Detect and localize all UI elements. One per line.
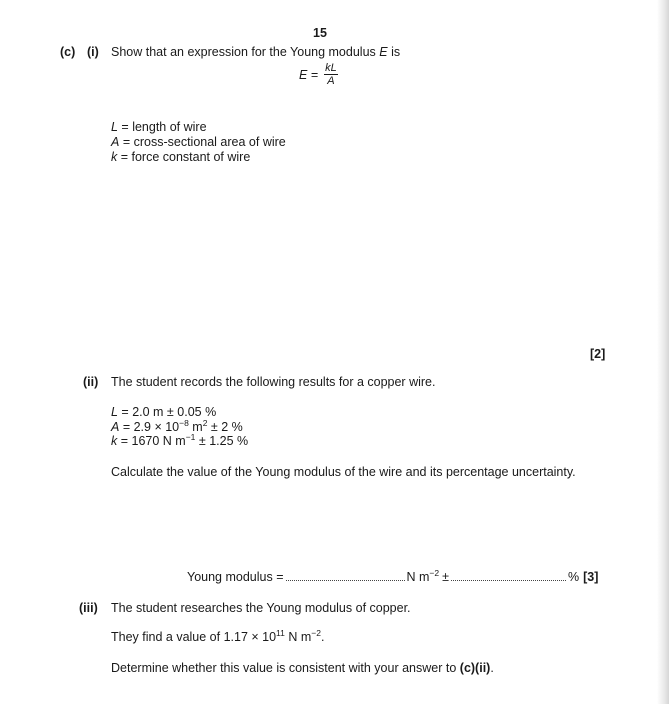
result-unit: m [188, 419, 203, 434]
question-label-c: (c) [60, 45, 76, 59]
young-modulus-answer-line [187, 570, 598, 584]
result-uncertainty: ± 2 % [207, 419, 243, 434]
result-k [111, 434, 248, 449]
formula-numerator: kL [325, 62, 337, 74]
find-unit: N m [284, 630, 312, 644]
young-modulus-formula [299, 62, 338, 87]
determine-reference: (c)(ii) [459, 661, 491, 675]
young-modulus-answer-blank[interactable] [286, 571, 405, 581]
question-c-i-prompt [111, 45, 400, 59]
prompt-suffix: is [387, 45, 401, 59]
result-A [111, 417, 248, 435]
definition-k [111, 150, 286, 165]
result-exponent: 2 [202, 417, 208, 428]
percent-sign: % [568, 570, 580, 584]
definition-text: = length of wire [117, 120, 207, 134]
question-c-iii-instruction [111, 661, 494, 675]
researched-value [111, 630, 324, 644]
question-label-c-iii: (iii) [79, 601, 98, 615]
question-c-ii-prompt: The student records the following results for a copper wire. [111, 375, 436, 389]
find-text: They find a value of 1.17 × 10 [111, 630, 277, 644]
definition-symbol: A [111, 135, 120, 149]
definition-A [111, 135, 286, 150]
marks-c-ii: [3] [583, 570, 599, 584]
definition-text: = cross-sectional area of wire [119, 135, 286, 149]
unit-text: N m [406, 570, 430, 584]
result-exponent: −1 [185, 432, 196, 442]
result-value: = 1670 N m [117, 434, 186, 448]
find-end: . [320, 630, 325, 644]
find-exponent: 11 [276, 628, 285, 638]
result-symbol: L [111, 405, 118, 419]
definition-L [111, 120, 286, 135]
question-label-c-i: (i) [87, 45, 99, 59]
definition-symbol: k [111, 150, 118, 164]
formula-fraction [324, 62, 338, 87]
page-edge-shadow [657, 0, 669, 704]
definition-text: = force constant of wire [117, 150, 251, 164]
unit-exponent: −2 [429, 568, 440, 578]
result-symbol: A [111, 419, 120, 434]
question-c-ii-instruction: Calculate the value of the Young modulus of the wire and its percentage uncertainty. [111, 465, 576, 479]
page-number: 15 [313, 26, 327, 40]
uncertainty-answer-blank[interactable] [451, 571, 566, 581]
result-value: = 2.9 × 10 [119, 419, 180, 434]
variable-definitions [111, 120, 286, 165]
marks-c-i: [2] [590, 347, 606, 361]
answer-label: Young modulus = [187, 570, 284, 584]
question-c-iii-prompt: The student researches the Young modulus of copper. [111, 601, 411, 615]
result-exponent: −8 [179, 417, 189, 428]
determine-text: Determine whether this value is consistent with your answer to [111, 661, 460, 675]
prompt-prefix: Show that an expression for the Young modulus [111, 45, 380, 59]
question-label-c-ii: (ii) [83, 375, 99, 389]
find-exponent: −2 [311, 628, 321, 638]
copper-wire-results [111, 405, 248, 449]
definition-symbol: L [111, 120, 118, 134]
result-uncertainty: ± 1.25 % [195, 434, 249, 448]
formula-denominator: A [327, 75, 335, 87]
plus-minus: ± [442, 570, 449, 584]
determine-end: . [490, 661, 494, 675]
answer-unit [407, 570, 440, 584]
prompt-symbol: E [379, 45, 388, 59]
result-symbol: k [111, 434, 118, 448]
formula-lhs: E = [299, 67, 319, 82]
result-value: = 2.0 m ± 0.05 % [117, 405, 217, 419]
